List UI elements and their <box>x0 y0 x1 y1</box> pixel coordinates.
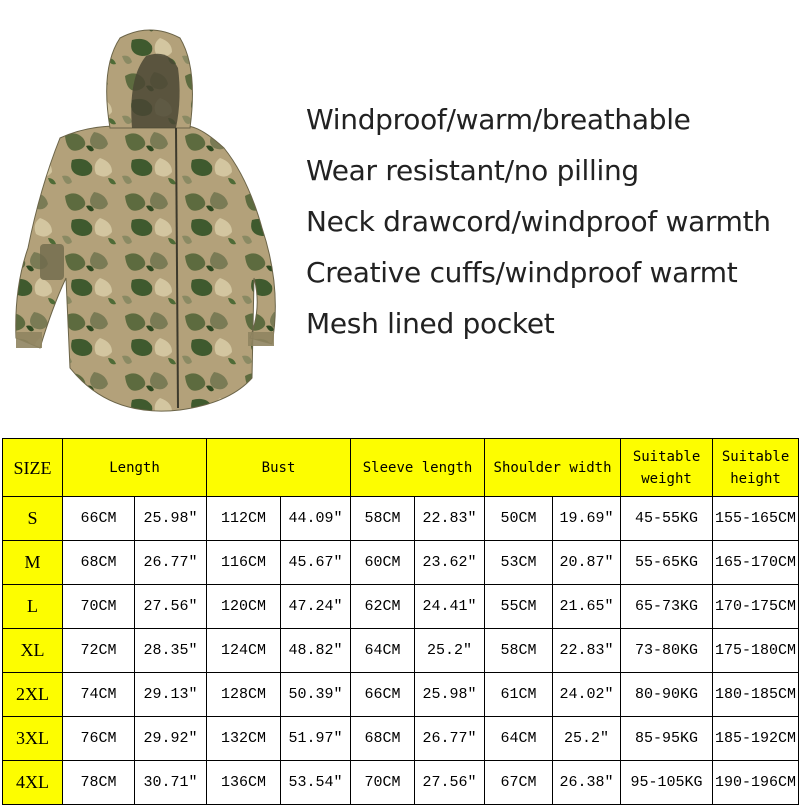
length-in-cell: 28.35″ <box>135 629 207 673</box>
length-cm-cell: 78CM <box>63 761 135 805</box>
shoulder-cm-cell: 58CM <box>485 629 553 673</box>
size-cell: XL <box>3 629 63 673</box>
shoulder-in-cell: 25.2″ <box>553 717 621 761</box>
size-cell: 2XL <box>3 673 63 717</box>
header-size: SIZE <box>3 439 63 497</box>
length-in-cell: 29.13″ <box>135 673 207 717</box>
sleeve-in-cell: 25.98″ <box>415 673 485 717</box>
feature-item: Neck drawcord/windproof warmth <box>306 205 771 238</box>
height-cell: 185-192CM <box>713 717 799 761</box>
length-cm-cell: 70CM <box>63 585 135 629</box>
sleeve-cm-cell: 62CM <box>351 585 415 629</box>
bust-in-cell: 44.09″ <box>281 497 351 541</box>
shoulder-in-cell: 26.38″ <box>553 761 621 805</box>
sleeve-in-cell: 22.83″ <box>415 497 485 541</box>
sleeve-cm-cell: 64CM <box>351 629 415 673</box>
bust-cm-cell: 116CM <box>207 541 281 585</box>
length-in-cell: 26.77″ <box>135 541 207 585</box>
table-row <box>3 673 799 717</box>
size-cell: 4XL <box>3 761 63 805</box>
sleeve-cm-cell: 66CM <box>351 673 415 717</box>
header-length: Length <box>63 439 207 497</box>
table-row <box>3 541 799 585</box>
header-suitable-weight: Suitable weight <box>621 439 713 497</box>
shoulder-in-cell: 24.02″ <box>553 673 621 717</box>
shoulder-cm-cell: 50CM <box>485 497 553 541</box>
length-cm-cell: 68CM <box>63 541 135 585</box>
sleeve-cm-cell: 58CM <box>351 497 415 541</box>
sleeve-in-cell: 25.2″ <box>415 629 485 673</box>
feature-item: Mesh lined pocket <box>306 307 555 340</box>
shoulder-in-cell: 20.87″ <box>553 541 621 585</box>
size-table-body <box>3 497 799 805</box>
size-cell: 3XL <box>3 717 63 761</box>
size-cell: S <box>3 497 63 541</box>
bust-cm-cell: 128CM <box>207 673 281 717</box>
sleeve-in-cell: 24.41″ <box>415 585 485 629</box>
bust-in-cell: 50.39″ <box>281 673 351 717</box>
sleeve-cm-cell: 60CM <box>351 541 415 585</box>
sleeve-cm-cell: 70CM <box>351 761 415 805</box>
table-row <box>3 497 799 541</box>
weight-cell: 55-65KG <box>621 541 713 585</box>
shoulder-cm-cell: 53CM <box>485 541 553 585</box>
bust-cm-cell: 112CM <box>207 497 281 541</box>
height-cell: 180-185CM <box>713 673 799 717</box>
header-suitable-height: Suitable height <box>713 439 799 497</box>
shoulder-cm-cell: 55CM <box>485 585 553 629</box>
table-row <box>3 717 799 761</box>
length-in-cell: 30.71″ <box>135 761 207 805</box>
header-sleeve-length: Sleeve length <box>351 439 485 497</box>
length-cm-cell: 74CM <box>63 673 135 717</box>
camouflage-hooded-jacket-icon <box>0 8 300 428</box>
bust-in-cell: 48.82″ <box>281 629 351 673</box>
length-in-cell: 25.98″ <box>135 497 207 541</box>
feature-item: Wear resistant/no pilling <box>306 154 639 187</box>
height-cell: 190-196CM <box>713 761 799 805</box>
bust-in-cell: 47.24″ <box>281 585 351 629</box>
height-cell: 175-180CM <box>713 629 799 673</box>
header-shoulder-width: Shoulder width <box>485 439 621 497</box>
feature-list <box>306 94 771 349</box>
feature-item: Windproof/warm/breathable <box>306 103 691 136</box>
sleeve-in-cell: 23.62″ <box>415 541 485 585</box>
size-cell: L <box>3 585 63 629</box>
bust-cm-cell: 132CM <box>207 717 281 761</box>
bust-in-cell: 53.54″ <box>281 761 351 805</box>
length-cm-cell: 66CM <box>63 497 135 541</box>
table-row <box>3 629 799 673</box>
weight-cell: 45-55KG <box>621 497 713 541</box>
feature-item: Creative cuffs/windproof warmt <box>306 256 738 289</box>
shoulder-in-cell: 19.69″ <box>553 497 621 541</box>
length-cm-cell: 72CM <box>63 629 135 673</box>
bust-cm-cell: 120CM <box>207 585 281 629</box>
height-cell: 165-170CM <box>713 541 799 585</box>
shoulder-cm-cell: 67CM <box>485 761 553 805</box>
length-in-cell: 29.92″ <box>135 717 207 761</box>
height-cell: 170-175CM <box>713 585 799 629</box>
size-chart-table <box>2 438 799 805</box>
sleeve-in-cell: 27.56″ <box>415 761 485 805</box>
bust-in-cell: 45.67″ <box>281 541 351 585</box>
table-row <box>3 761 799 805</box>
bust-in-cell: 51.97″ <box>281 717 351 761</box>
shoulder-cm-cell: 64CM <box>485 717 553 761</box>
weight-cell: 65-73KG <box>621 585 713 629</box>
size-cell: M <box>3 541 63 585</box>
sleeve-cm-cell: 68CM <box>351 717 415 761</box>
header-bust: Bust <box>207 439 351 497</box>
weight-cell: 85-95KG <box>621 717 713 761</box>
table-row <box>3 585 799 629</box>
bust-cm-cell: 136CM <box>207 761 281 805</box>
height-cell: 155-165CM <box>713 497 799 541</box>
shoulder-cm-cell: 61CM <box>485 673 553 717</box>
bust-cm-cell: 124CM <box>207 629 281 673</box>
weight-cell: 95-105KG <box>621 761 713 805</box>
sleeve-in-cell: 26.77″ <box>415 717 485 761</box>
weight-cell: 80-90KG <box>621 673 713 717</box>
weight-cell: 73-80KG <box>621 629 713 673</box>
table-header-row <box>3 439 799 497</box>
shoulder-in-cell: 22.83″ <box>553 629 621 673</box>
length-cm-cell: 76CM <box>63 717 135 761</box>
length-in-cell: 27.56″ <box>135 585 207 629</box>
shoulder-in-cell: 21.65″ <box>553 585 621 629</box>
